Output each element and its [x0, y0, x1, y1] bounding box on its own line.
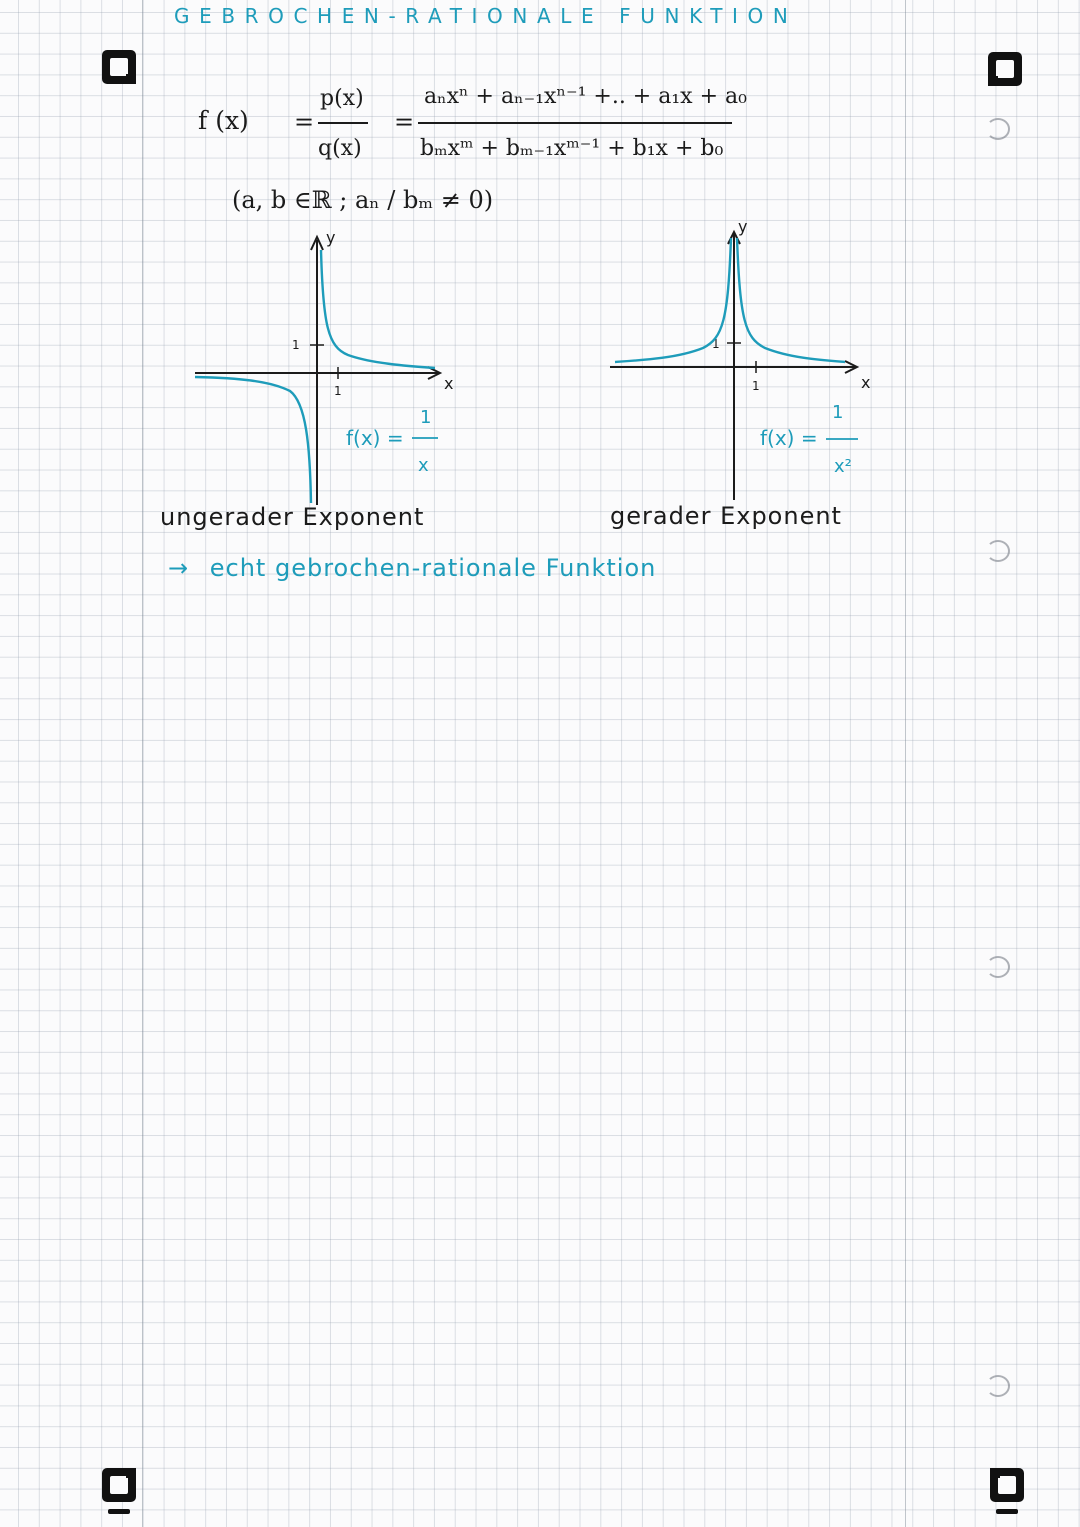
arrow-icon: →	[168, 554, 190, 582]
rational-function-formula	[190, 70, 750, 230]
curve-branch-right	[737, 238, 845, 362]
binder-ring-icon	[986, 540, 1010, 562]
left-margin-line	[142, 0, 143, 1527]
function-label-lhs: f(x) =	[760, 426, 818, 450]
function-label-lhs: f(x) =	[346, 426, 404, 450]
y-axis-label: y	[738, 217, 748, 236]
corner-marker-icon	[988, 52, 1022, 86]
graph-even-exponent	[600, 210, 890, 500]
corner-marker-icon	[990, 1468, 1024, 1502]
x-axis-label: x	[444, 374, 454, 393]
fraction-bar-pq	[318, 122, 368, 124]
function-label-num: 1	[832, 402, 844, 423]
conclusion-text: echt gebrochen-rationale Funktion	[209, 554, 657, 582]
tick-x-label: 1	[334, 384, 342, 398]
formula-q: q(x)	[318, 136, 362, 161]
conclusion-line	[168, 554, 656, 582]
y-axis-label: y	[326, 228, 336, 247]
formula-p: p(x)	[320, 86, 364, 111]
curve-branch-positive	[321, 250, 435, 368]
page-title: GEBROCHEN-RATIONALE FUNKTION	[174, 4, 798, 28]
formula-condition: (a, b ∈ℝ ; aₙ / bₘ ≠ 0)	[232, 186, 494, 214]
corner-marker-icon	[102, 50, 136, 84]
function-label-den: x	[418, 455, 429, 476]
tick-x-label: 1	[752, 379, 760, 393]
function-label-den: x²	[834, 456, 852, 477]
curve-branch-negative	[195, 377, 311, 503]
tick-y-label: 1	[712, 337, 720, 351]
formula-equals-1: =	[294, 108, 315, 136]
function-label-num: 1	[420, 407, 432, 428]
fraction-bar-main	[418, 122, 732, 124]
corner-marker-icon	[102, 1468, 136, 1502]
caption-even-exponent: gerader Exponent	[610, 502, 842, 530]
marker-bar-icon	[996, 1509, 1018, 1514]
binder-ring-icon	[986, 956, 1010, 978]
formula-denominator: bₘxᵐ + bₘ₋₁xᵐ⁻¹ + b₁x + b₀	[420, 136, 724, 161]
binder-ring-icon	[986, 118, 1010, 140]
graph-odd-exponent	[190, 225, 480, 515]
right-margin-line	[905, 0, 906, 1527]
marker-bar-icon	[108, 1509, 130, 1514]
formula-lhs: f (x)	[198, 106, 249, 135]
caption-odd-exponent: ungerader Exponent	[160, 503, 425, 531]
tick-y-label: 1	[292, 338, 300, 352]
x-axis-label: x	[861, 373, 871, 392]
binder-ring-icon	[986, 1375, 1010, 1397]
formula-equals-2: =	[394, 108, 415, 136]
formula-numerator: aₙxⁿ + aₙ₋₁xⁿ⁻¹ +.. + a₁x + a₀	[424, 84, 747, 109]
